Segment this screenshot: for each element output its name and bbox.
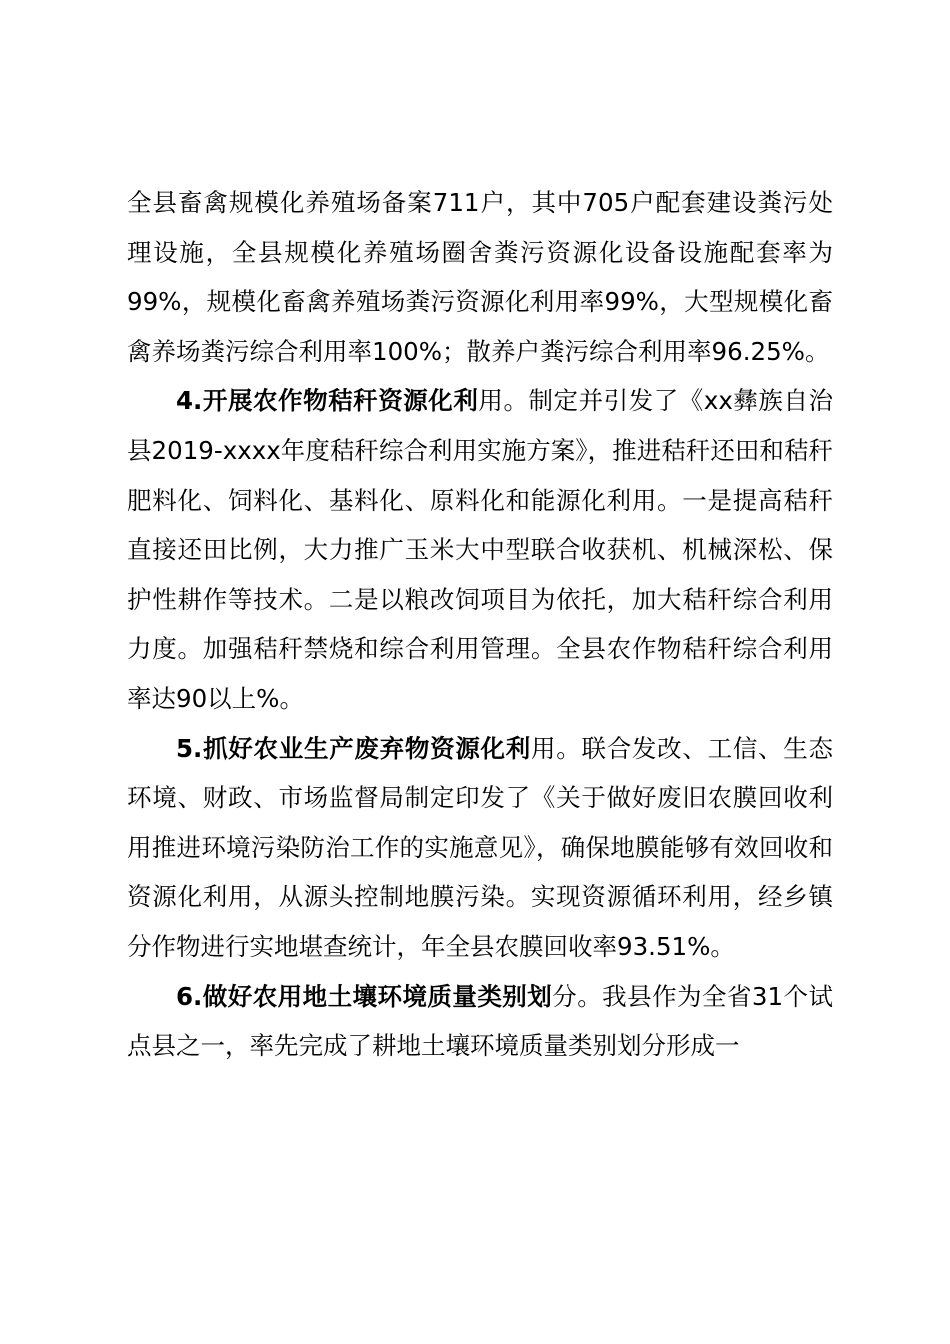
paragraph-body: 全县畜禽规模化养殖场备案711户，其中705户配套建设粪污处理设施，全县规模化养殖场圈舍粪污资源化设备设施配套率为99%，规模化畜禽养殖场粪污资源化利用率99%，大型规模化畜禽养场粪污综合利用率100%；散养户粪污综合利用率96.25%。 bbox=[127, 188, 833, 366]
paragraph-livestock-manure bbox=[127, 178, 833, 376]
paragraph-heading: 4.开展农作物秸秆资源化利 bbox=[176, 386, 479, 416]
paragraph-heading: 5.抓好农业生产废弃物资源化利 bbox=[176, 733, 532, 763]
paragraph-soil-classification bbox=[127, 972, 833, 1071]
paragraph-body: 用。联合发改、工信、生态环境、财政、市场监督局制定印发了《关于做好废旧农膜回收利用推进环境污染防治工作的实施意见》，确保地膜能够有效回收和资源化利用，从源头控制地膜污染。实现资源循环利用，经乡镇分作物进行实地堪查统计，年全县农膜回收率93.51%。 bbox=[127, 733, 833, 961]
paragraph-body: 分。我县作为全省31个试点县之一，率先完成了耕地土壤环境质量类别划分形成一 bbox=[127, 981, 833, 1061]
paragraph-body: 用。制定并引发了《xx彝族自治县2019-xxxx年度秸秆综合利用实施方案》，推进秸秆还田和秸秆肥料化、饲料化、基料化、原料化和能源化利用。一是提高秸秆直接还田比例，大力推广玉米大中型联合收获机、机械深松、保护性耕作等技术。二是以粮改饲项目为依托，加大秸秆综合利用力度。加强秸秆禁烧和综合利用管理。全县农作物秸秆综合利用率达90以上%。 bbox=[127, 386, 833, 713]
paragraph-heading: 6.做好农用地土壤环境质量类别划 bbox=[176, 981, 553, 1011]
paragraph-waste-utilization bbox=[127, 724, 833, 972]
paragraph-straw-utilization bbox=[127, 376, 833, 723]
document-body bbox=[127, 178, 833, 1071]
